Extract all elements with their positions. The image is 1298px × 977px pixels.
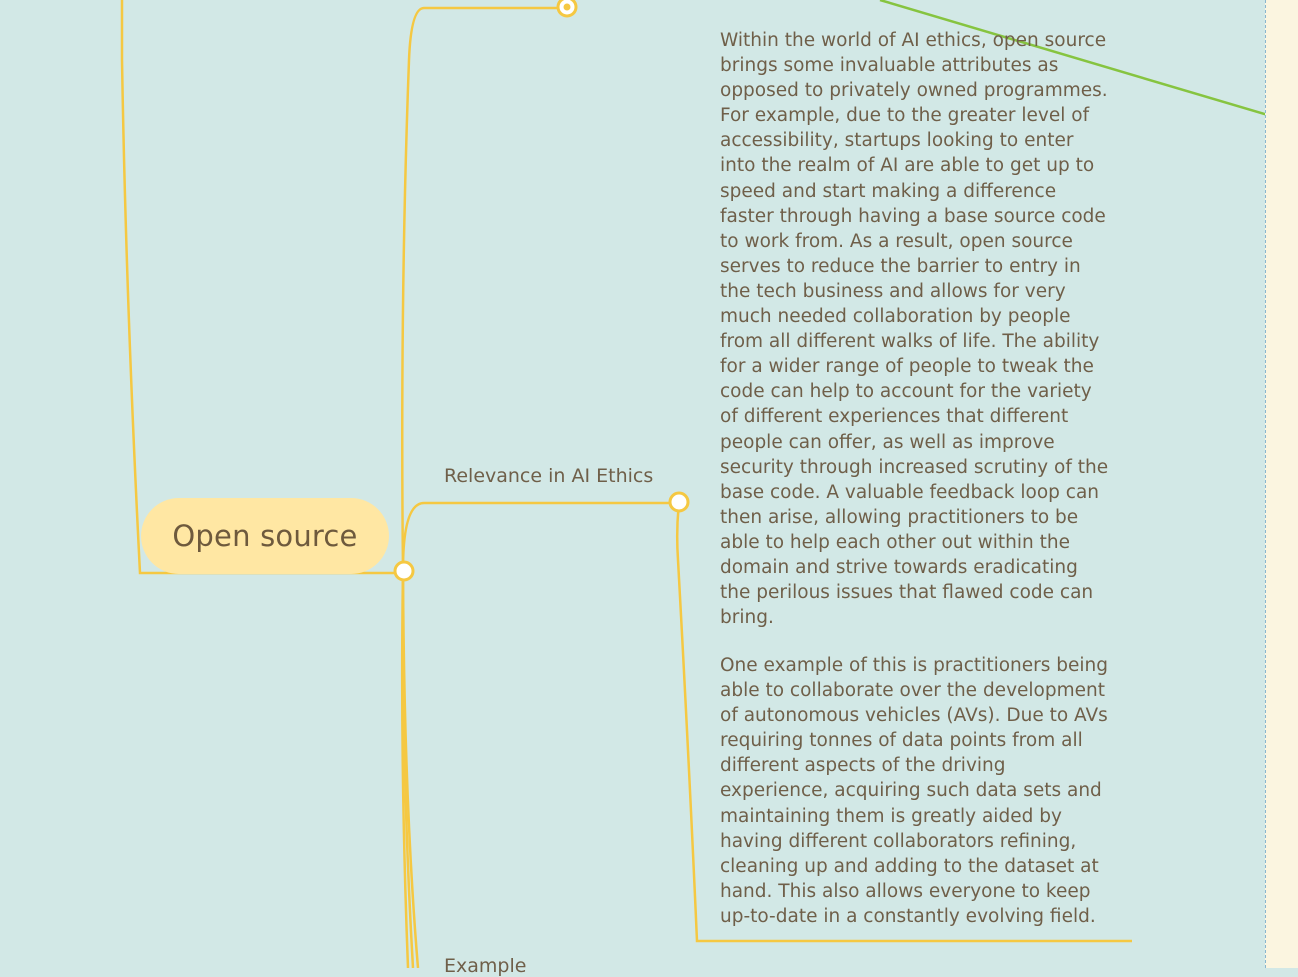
note-paragraph-1[interactable] [720,28,1112,630]
central-topic-collapse-dot[interactable] [395,562,413,580]
central-topic-label: Open source [172,519,358,553]
note-paragraph-2[interactable] [720,653,1112,929]
note-paragraph-1-text: Within the world of AI ethics, open source brings some invaluable attributes as opposed to privately owned programmes. For example, due to the greater level of accessibility, startups looking to enter into the realm of AI are able to get up to speed and start making a difference faster through having a base source code to work from. As a result, open source serves to reduce the barrier to entry in the tech business and allows for very much needed collaboration by people from all different walks of life. The ability for a wider range of people to tweak the code can help to account for the variety of different experiences that different people can offer, as well as improve security through increased scrutiny of the base code. A valuable feedback loop can then arise, allowing practitioners to be able to help each other out within the domain and strive towards eradicating the perilous issues that flawed code can bring. [720,30,1109,629]
relevance-collapse-dot[interactable] [670,493,688,511]
subtopic-relevance-in-ai-ethics[interactable]: Relevance in AI Ethics [444,465,654,487]
note-paragraph-2-text: One example of this is practitioners being able to collaborate over the development of autonomous vehicles (AVs). Due to AVs requiring tonnes of data points from all different aspects of the driving experience, acquiring such data sets and maintaining them is greatly aided by having different collaborators refining, cleaning up and adding to the dataset at hand. This also allows everyone to keep up-to-date in a constantly evolving field. [720,655,1108,927]
parent-connector [122,0,403,573]
branch-to-relevance [403,503,679,570]
side-panel-edge [1265,0,1298,968]
central-topic-open-source[interactable] [141,498,389,574]
top-topic-collapse-dot-center [564,4,571,11]
subtopic-example-partial[interactable]: Example [444,955,527,977]
